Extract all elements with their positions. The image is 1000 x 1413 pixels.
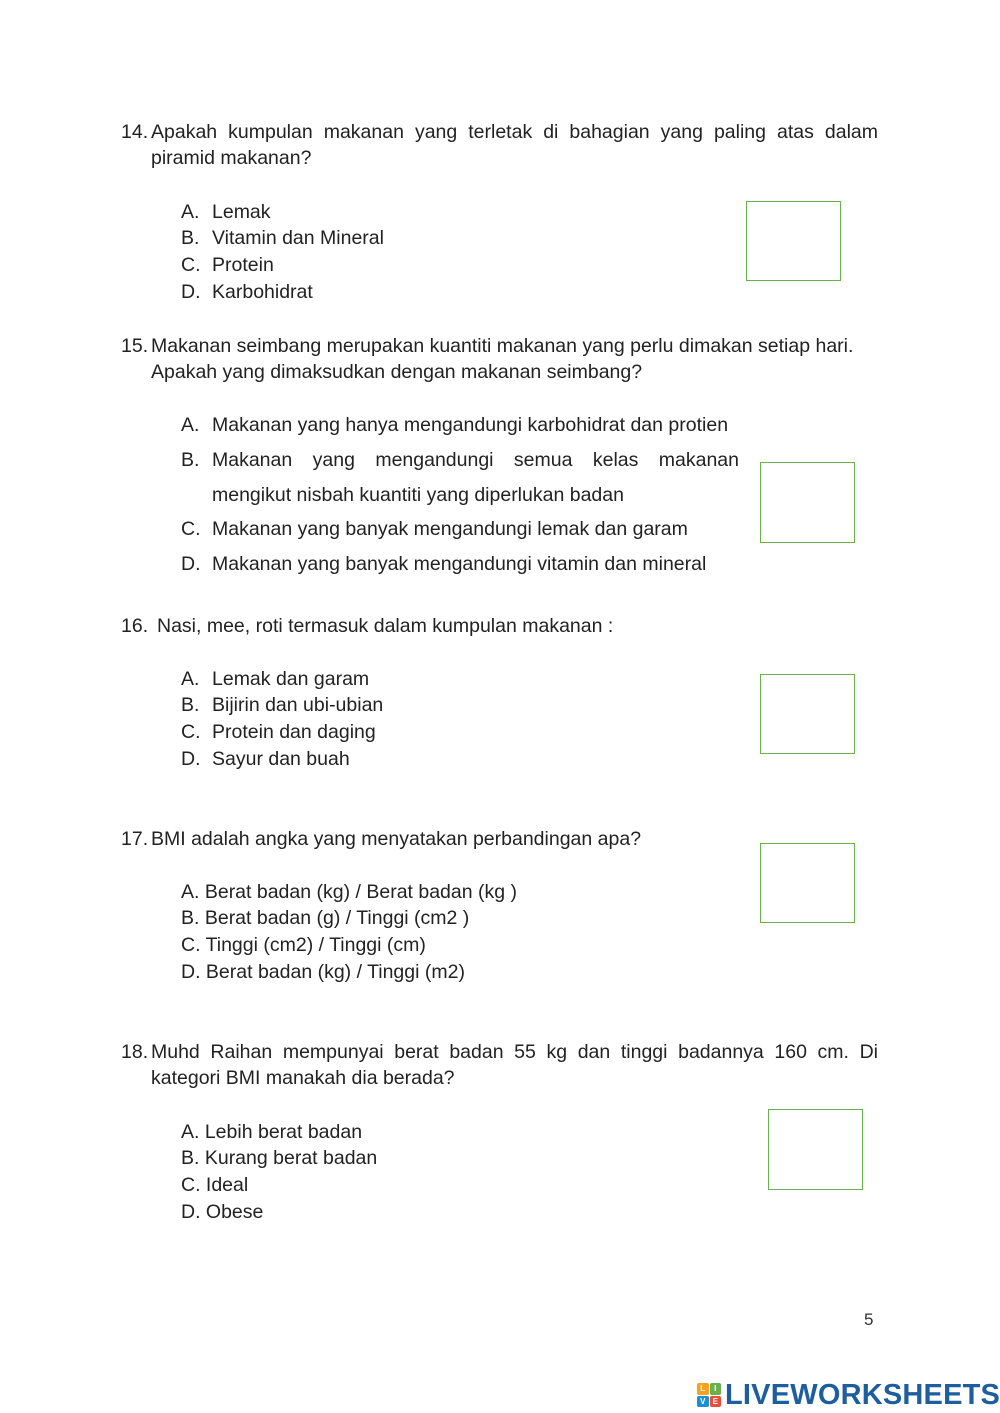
question-number: 18.: [121, 1041, 149, 1063]
option-c: C. Ideal: [181, 1174, 249, 1196]
option-c: [181, 719, 376, 745]
option-d: [181, 279, 313, 305]
question-text: Nasi, mee, roti termasuk dalam kumpulan makanan :: [157, 615, 614, 637]
option-d: [181, 746, 350, 772]
answer-box-18[interactable]: [768, 1109, 863, 1190]
option-c: C. Tinggi (cm2) / Tinggi (cm): [181, 934, 426, 956]
question-number: 16.: [121, 615, 149, 637]
liveworksheets-brand: [697, 1378, 1000, 1412]
liveworksheets-logo-icon: [697, 1383, 721, 1407]
option-text-line2: mengikut nisbah kuantiti yang diperlukan badan: [212, 484, 624, 506]
question-number: 14.: [121, 121, 149, 143]
option-text: Lemak: [212, 201, 271, 223]
question-number: 17.: [121, 828, 149, 850]
page-number: 5: [864, 1310, 874, 1329]
option-text: Protein dan daging: [212, 721, 376, 743]
option-c: [181, 516, 688, 542]
option-letter: D.: [181, 281, 201, 303]
option-text: Bijirin dan ubi-ubian: [212, 694, 384, 716]
option-text: Makanan yang banyak mengandungi vitamin dan mineral: [212, 553, 707, 575]
option-letter: C.: [181, 721, 201, 743]
option-letter: C.: [181, 254, 201, 276]
option-a: A. Berat badan (kg) / Berat badan (kg ): [181, 881, 518, 903]
option-letter: D.: [181, 748, 201, 770]
option-a: A. Lebih berat badan: [181, 1121, 363, 1143]
logo-tile: L: [697, 1383, 709, 1395]
option-letter: B.: [181, 227, 200, 249]
option-text: Karbohidrat: [212, 281, 313, 303]
option-letter: B.: [181, 694, 200, 716]
option-letter: A.: [181, 201, 200, 223]
option-letter: D.: [181, 553, 201, 575]
option-b: [181, 447, 739, 508]
logo-tile: I: [710, 1383, 722, 1395]
option-c: [181, 252, 274, 278]
option-letter: C.: [181, 518, 201, 540]
question-text: Muhd Raihan mempunyai berat badan 55 kg dan tinggi badannya 160 cm. Di kategori BMI manakah dia berada?: [151, 1041, 878, 1089]
option-a: [181, 666, 369, 692]
answer-box-17[interactable]: [760, 843, 855, 923]
option-text: Protein: [212, 254, 274, 276]
question-text: BMI adalah angka yang menyatakan perbandingan apa?: [151, 828, 642, 850]
option-a: [181, 199, 271, 225]
option-d: D. Obese: [181, 1201, 264, 1223]
question-number: 15.: [121, 335, 149, 357]
option-b: [181, 225, 384, 251]
option-text: Sayur dan buah: [212, 748, 350, 770]
option-letter: A.: [181, 668, 200, 690]
option-letter: B.: [181, 449, 200, 471]
logo-tile: V: [697, 1396, 709, 1408]
option-d: [181, 551, 706, 577]
option-b: B. Berat badan (g) / Tinggi (cm2 ): [181, 907, 470, 929]
logo-tile: E: [710, 1396, 722, 1408]
answer-box-16[interactable]: [760, 674, 855, 754]
option-text-line1: Makanan yang mengandungi semua kelas makanan: [212, 449, 739, 471]
option-text: Makanan yang hanya mengandungi karbohidrat dan protien: [212, 414, 729, 436]
answer-box-15[interactable]: [760, 462, 855, 543]
answer-box-14[interactable]: [746, 201, 841, 281]
question-text: Makanan seimbang merupakan kuantiti makanan yang perlu dimakan setiap hari. Apakah yang dimaksudkan dengan makanan seimbang?: [151, 335, 854, 383]
option-letter: A.: [181, 414, 200, 436]
option-b: B. Kurang berat badan: [181, 1147, 378, 1169]
option-b: [181, 692, 383, 718]
option-text: Lemak dan garam: [212, 668, 370, 690]
brand-name: LIVEWORKSHEETS: [725, 1378, 1000, 1411]
option-text: Makanan yang banyak mengandungi lemak dan garam: [212, 518, 688, 540]
option-d: D. Berat badan (kg) / Tinggi (m2): [181, 961, 465, 983]
question-text: Apakah kumpulan makanan yang terletak di bahagian yang paling atas dalam piramid makanan?: [151, 121, 878, 169]
option-a: [181, 412, 728, 438]
option-text: Vitamin dan Mineral: [212, 227, 384, 249]
